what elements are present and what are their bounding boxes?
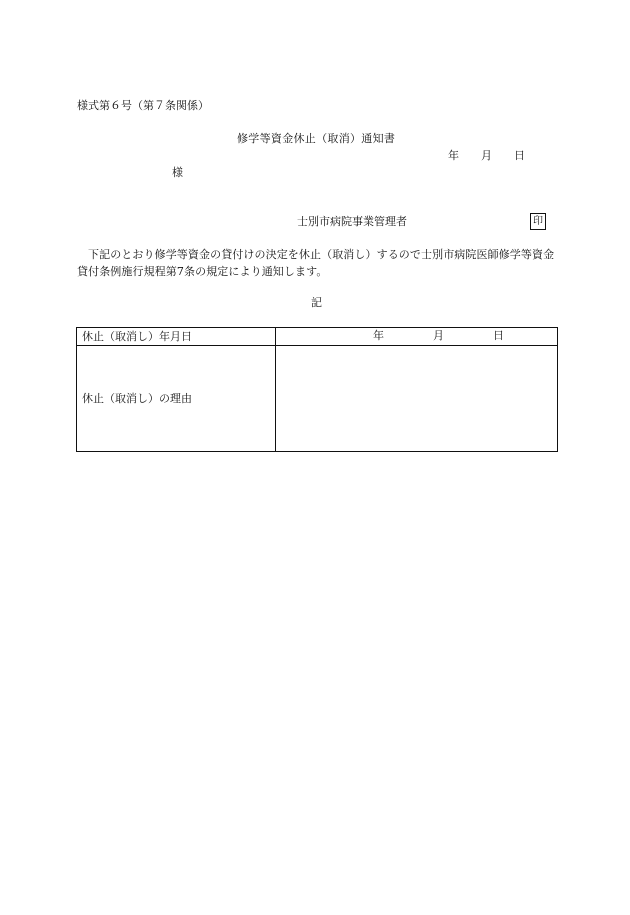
suspension-date-year: 年 <box>373 329 384 342</box>
ki-heading: 記 <box>311 296 322 309</box>
addressee-suffix: 様 <box>172 166 183 179</box>
table-row-suspension-date <box>77 328 558 346</box>
date-month-label: 月 <box>481 149 492 162</box>
detail-table <box>76 327 558 452</box>
suspension-reason-label: 休止（取消し）の理由 <box>77 346 276 452</box>
notice-body-text: 下記のとおり修学等資金の貸付けの決定を休止（取消し）するので士別市病院医師修学等資金貸付条例施行規程第7条の規定により通知します。 <box>77 248 555 278</box>
suspension-date-field <box>276 328 558 346</box>
suspension-date-label: 休止（取消し）年月日 <box>77 328 276 346</box>
date-day-label: 日 <box>514 149 525 162</box>
document-title: 修学等資金休止（取消）通知書 <box>237 132 396 145</box>
date-year-label: 年 <box>448 149 459 162</box>
suspension-reason-field <box>276 346 558 452</box>
table-row-suspension-reason <box>77 346 558 452</box>
issue-date <box>448 149 525 163</box>
seal-stamp-box: 印 <box>530 213 546 230</box>
form-number: 様式第６号（第７条関係） <box>77 99 209 112</box>
suspension-date-day: 日 <box>493 329 504 342</box>
issuer-name: 士別市病院事業管理者 <box>297 215 407 228</box>
suspension-date-month: 月 <box>433 329 444 342</box>
